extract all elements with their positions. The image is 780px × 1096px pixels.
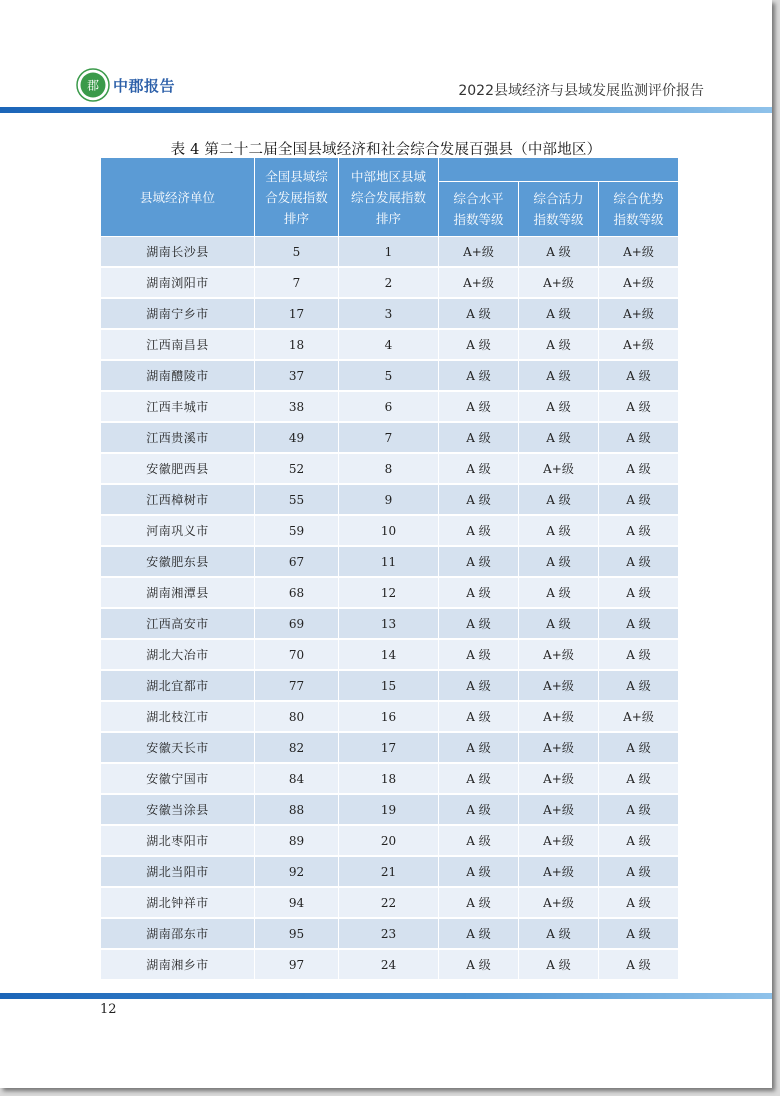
central-rank-cell: 23: [339, 918, 439, 949]
level-grade-cell: A 级: [439, 639, 519, 670]
header-line: 指数等级: [453, 212, 504, 227]
vitality-grade-cell: A 级: [519, 484, 599, 515]
zhongjun-logo-icon: [76, 68, 110, 102]
table-row: [101, 825, 679, 856]
page-number: 12: [100, 1002, 117, 1017]
county-name-cell: 安徽宁国市: [101, 763, 255, 794]
header-line: 综合水平: [453, 191, 504, 206]
header-line: 综合活力: [533, 191, 584, 206]
central-rank-cell: 1: [339, 237, 439, 268]
county-name-cell: 湖南醴陵市: [101, 360, 255, 391]
logo-glyph: 郡: [86, 78, 100, 93]
brand-name: 中郡报告: [113, 77, 176, 95]
level-grade-cell: A 级: [439, 918, 519, 949]
vitality-grade-cell: A+级: [519, 856, 599, 887]
county-name-cell: 湖北枝江市: [101, 701, 255, 732]
county-name-cell: 安徽肥西县: [101, 453, 255, 484]
level-grade-cell: A 级: [439, 701, 519, 732]
national-rank-cell: 5: [255, 237, 339, 268]
table-row: [101, 515, 679, 546]
table-row: [101, 701, 679, 732]
county-name-cell: 湖北当阳市: [101, 856, 255, 887]
level-grade-cell: A 级: [439, 577, 519, 608]
central-rank-cell: 3: [339, 298, 439, 329]
vitality-grade-cell: A 级: [519, 918, 599, 949]
advantage-grade-cell: A 级: [599, 422, 679, 453]
county-name-cell: 安徽肥东县: [101, 546, 255, 577]
national-rank-cell: 82: [255, 732, 339, 763]
central-rank-cell: 10: [339, 515, 439, 546]
table-row: [101, 887, 679, 918]
county-name-cell: 湖南浏阳市: [101, 267, 255, 298]
county-name-cell: 安徽天长市: [101, 732, 255, 763]
advantage-grade-cell: A+级: [599, 298, 679, 329]
central-rank-cell: 12: [339, 577, 439, 608]
county-name-cell: 江西丰城市: [101, 391, 255, 422]
level-grade-cell: A 级: [439, 856, 519, 887]
central-rank-cell: 2: [339, 267, 439, 298]
vitality-grade-cell: A 级: [519, 422, 599, 453]
advantage-grade-cell: A 级: [599, 887, 679, 918]
central-rank-cell: 4: [339, 329, 439, 360]
national-rank-cell: 80: [255, 701, 339, 732]
national-rank-cell: 18: [255, 329, 339, 360]
central-rank-cell: 15: [339, 670, 439, 701]
advantage-grade-cell: A 级: [599, 732, 679, 763]
level-grade-cell: A 级: [439, 670, 519, 701]
county-name-cell: 安徽当涂县: [101, 794, 255, 825]
header-line: 排序: [375, 210, 401, 226]
vitality-grade-cell: A 级: [519, 949, 599, 980]
county-name-cell: 湖北钟祥市: [101, 887, 255, 918]
table-row: [101, 794, 679, 825]
vitality-grade-cell: A+级: [519, 453, 599, 484]
central-rank-cell: 22: [339, 887, 439, 918]
national-rank-cell: 94: [255, 887, 339, 918]
central-rank-cell: 11: [339, 546, 439, 577]
advantage-grade-cell: A 级: [599, 639, 679, 670]
level-grade-cell: A+级: [439, 267, 519, 298]
level-grade-cell: A 级: [439, 825, 519, 856]
central-rank-cell: 9: [339, 484, 439, 515]
header-line: 指数等级: [533, 212, 584, 227]
county-name-cell: 湖南长沙县: [101, 237, 255, 268]
national-rank-cell: 37: [255, 360, 339, 391]
advantage-grade-cell: A 级: [599, 794, 679, 825]
level-grade-cell: A 级: [439, 422, 519, 453]
advantage-grade-cell: A 级: [599, 949, 679, 980]
advantage-grade-cell: A 级: [599, 856, 679, 887]
national-rank-cell: 38: [255, 391, 339, 422]
table-row: [101, 329, 679, 360]
column-header-vitality: [519, 182, 599, 237]
national-rank-cell: 55: [255, 484, 339, 515]
advantage-grade-cell: A 级: [599, 391, 679, 422]
central-rank-cell: 14: [339, 639, 439, 670]
report-title: 2022县域经济与县域发展监测评价报告: [458, 83, 704, 99]
county-name-cell: 江西南昌县: [101, 329, 255, 360]
national-rank-cell: 97: [255, 949, 339, 980]
vitality-grade-cell: A 级: [519, 391, 599, 422]
table-title: 表 4 第二十二届全国县域经济和社会综合发展百强县（中部地区）: [170, 142, 602, 158]
advantage-grade-cell: A 级: [599, 577, 679, 608]
central-rank-cell: 6: [339, 391, 439, 422]
national-rank-cell: 68: [255, 577, 339, 608]
county-name-cell: 湖南湘潭县: [101, 577, 255, 608]
header-line: 排序: [283, 210, 309, 226]
national-rank-cell: 52: [255, 453, 339, 484]
level-grade-cell: A 级: [439, 794, 519, 825]
column-header-national-rank: [255, 158, 339, 237]
column-header-central-rank: [339, 158, 439, 237]
national-rank-cell: 67: [255, 546, 339, 577]
level-grade-cell: A+级: [439, 237, 519, 268]
column-header-grade-group: [439, 158, 679, 182]
advantage-grade-cell: A+级: [599, 701, 679, 732]
advantage-grade-cell: A 级: [599, 825, 679, 856]
vitality-grade-cell: A 级: [519, 546, 599, 577]
county-name-cell: 湖南湘乡市: [101, 949, 255, 980]
vitality-grade-cell: A+级: [519, 763, 599, 794]
advantage-grade-cell: A 级: [599, 763, 679, 794]
vitality-grade-cell: A+级: [519, 670, 599, 701]
level-grade-cell: A 级: [439, 360, 519, 391]
header-line: 合发展指数: [265, 189, 328, 205]
central-rank-cell: 18: [339, 763, 439, 794]
county-name-cell: 湖北枣阳市: [101, 825, 255, 856]
central-rank-cell: 5: [339, 360, 439, 391]
table-row: [101, 608, 679, 639]
advantage-grade-cell: A 级: [599, 546, 679, 577]
vitality-grade-cell: A+级: [519, 267, 599, 298]
county-name-cell: 湖南邵东市: [101, 918, 255, 949]
national-rank-cell: 7: [255, 267, 339, 298]
table-row: [101, 422, 679, 453]
vitality-grade-cell: A 级: [519, 237, 599, 268]
table-row: [101, 360, 679, 391]
central-rank-cell: 8: [339, 453, 439, 484]
table-row: [101, 237, 679, 268]
table-row: [101, 453, 679, 484]
level-grade-cell: A 级: [439, 732, 519, 763]
header-line: 综合发展指数: [350, 189, 426, 205]
table-row: [101, 546, 679, 577]
vitality-grade-cell: A 级: [519, 608, 599, 639]
table-row: [101, 577, 679, 608]
national-rank-cell: 59: [255, 515, 339, 546]
advantage-grade-cell: A 级: [599, 453, 679, 484]
level-grade-cell: A 级: [439, 546, 519, 577]
vitality-grade-cell: A+级: [519, 825, 599, 856]
vitality-grade-cell: A 级: [519, 298, 599, 329]
national-rank-cell: 77: [255, 670, 339, 701]
advantage-grade-cell: A 级: [599, 360, 679, 391]
advantage-grade-cell: A+级: [599, 237, 679, 268]
ranking-table: [100, 157, 679, 981]
county-name-cell: 河南巩义市: [101, 515, 255, 546]
national-rank-cell: 92: [255, 856, 339, 887]
vitality-grade-cell: A 级: [519, 360, 599, 391]
national-rank-cell: 17: [255, 298, 339, 329]
table-row: [101, 298, 679, 329]
level-grade-cell: A 级: [439, 763, 519, 794]
footer-divider-bar: [0, 993, 772, 999]
vitality-grade-cell: A+级: [519, 794, 599, 825]
advantage-grade-cell: A 级: [599, 515, 679, 546]
table-row: [101, 918, 679, 949]
level-grade-cell: A 级: [439, 608, 519, 639]
national-rank-cell: 89: [255, 825, 339, 856]
central-rank-cell: 21: [339, 856, 439, 887]
central-rank-cell: 7: [339, 422, 439, 453]
central-rank-cell: 19: [339, 794, 439, 825]
national-rank-cell: 84: [255, 763, 339, 794]
header-line: 综合优势: [613, 191, 664, 206]
county-name-cell: 江西高安市: [101, 608, 255, 639]
level-grade-cell: A 级: [439, 391, 519, 422]
central-rank-cell: 24: [339, 949, 439, 980]
national-rank-cell: 95: [255, 918, 339, 949]
advantage-grade-cell: A 级: [599, 608, 679, 639]
advantage-grade-cell: A 级: [599, 484, 679, 515]
level-grade-cell: A 级: [439, 949, 519, 980]
table-row: [101, 267, 679, 298]
table-body: [101, 237, 679, 981]
national-rank-cell: 69: [255, 608, 339, 639]
county-name-cell: 湖北宜都市: [101, 670, 255, 701]
county-name-cell: 湖北大冶市: [101, 639, 255, 670]
national-rank-cell: 49: [255, 422, 339, 453]
central-rank-cell: 13: [339, 608, 439, 639]
level-grade-cell: A 级: [439, 329, 519, 360]
header-divider-bar: [0, 107, 772, 113]
table-row: [101, 391, 679, 422]
table-row: [101, 732, 679, 763]
table-row: [101, 670, 679, 701]
vitality-grade-cell: A 级: [519, 329, 599, 360]
county-name-cell: 江西贵溪市: [101, 422, 255, 453]
advantage-grade-cell: A 级: [599, 670, 679, 701]
header-line: 全国县域综: [265, 168, 328, 184]
level-grade-cell: A 级: [439, 453, 519, 484]
table-row: [101, 949, 679, 980]
vitality-grade-cell: A 级: [519, 515, 599, 546]
advantage-grade-cell: A 级: [599, 918, 679, 949]
advantage-grade-cell: A+级: [599, 329, 679, 360]
column-header-unit: 县域经济单位: [101, 158, 255, 237]
vitality-grade-cell: A 级: [519, 577, 599, 608]
vitality-grade-cell: A+级: [519, 639, 599, 670]
header-line: 指数等级: [613, 212, 664, 227]
column-header-level: [439, 182, 519, 237]
national-rank-cell: 70: [255, 639, 339, 670]
advantage-grade-cell: A+级: [599, 267, 679, 298]
table-row: [101, 856, 679, 887]
level-grade-cell: A 级: [439, 515, 519, 546]
table-row: [101, 484, 679, 515]
central-rank-cell: 16: [339, 701, 439, 732]
header-line: 中部地区县域: [350, 168, 426, 184]
table-row: [101, 763, 679, 794]
central-rank-cell: 20: [339, 825, 439, 856]
level-grade-cell: A 级: [439, 887, 519, 918]
vitality-grade-cell: A+级: [519, 701, 599, 732]
column-header-advantage: [599, 182, 679, 237]
vitality-grade-cell: A+级: [519, 732, 599, 763]
central-rank-cell: 17: [339, 732, 439, 763]
level-grade-cell: A 级: [439, 298, 519, 329]
vitality-grade-cell: A+级: [519, 887, 599, 918]
county-name-cell: 湖南宁乡市: [101, 298, 255, 329]
national-rank-cell: 88: [255, 794, 339, 825]
level-grade-cell: A 级: [439, 484, 519, 515]
county-name-cell: 江西樟树市: [101, 484, 255, 515]
table-row: [101, 639, 679, 670]
